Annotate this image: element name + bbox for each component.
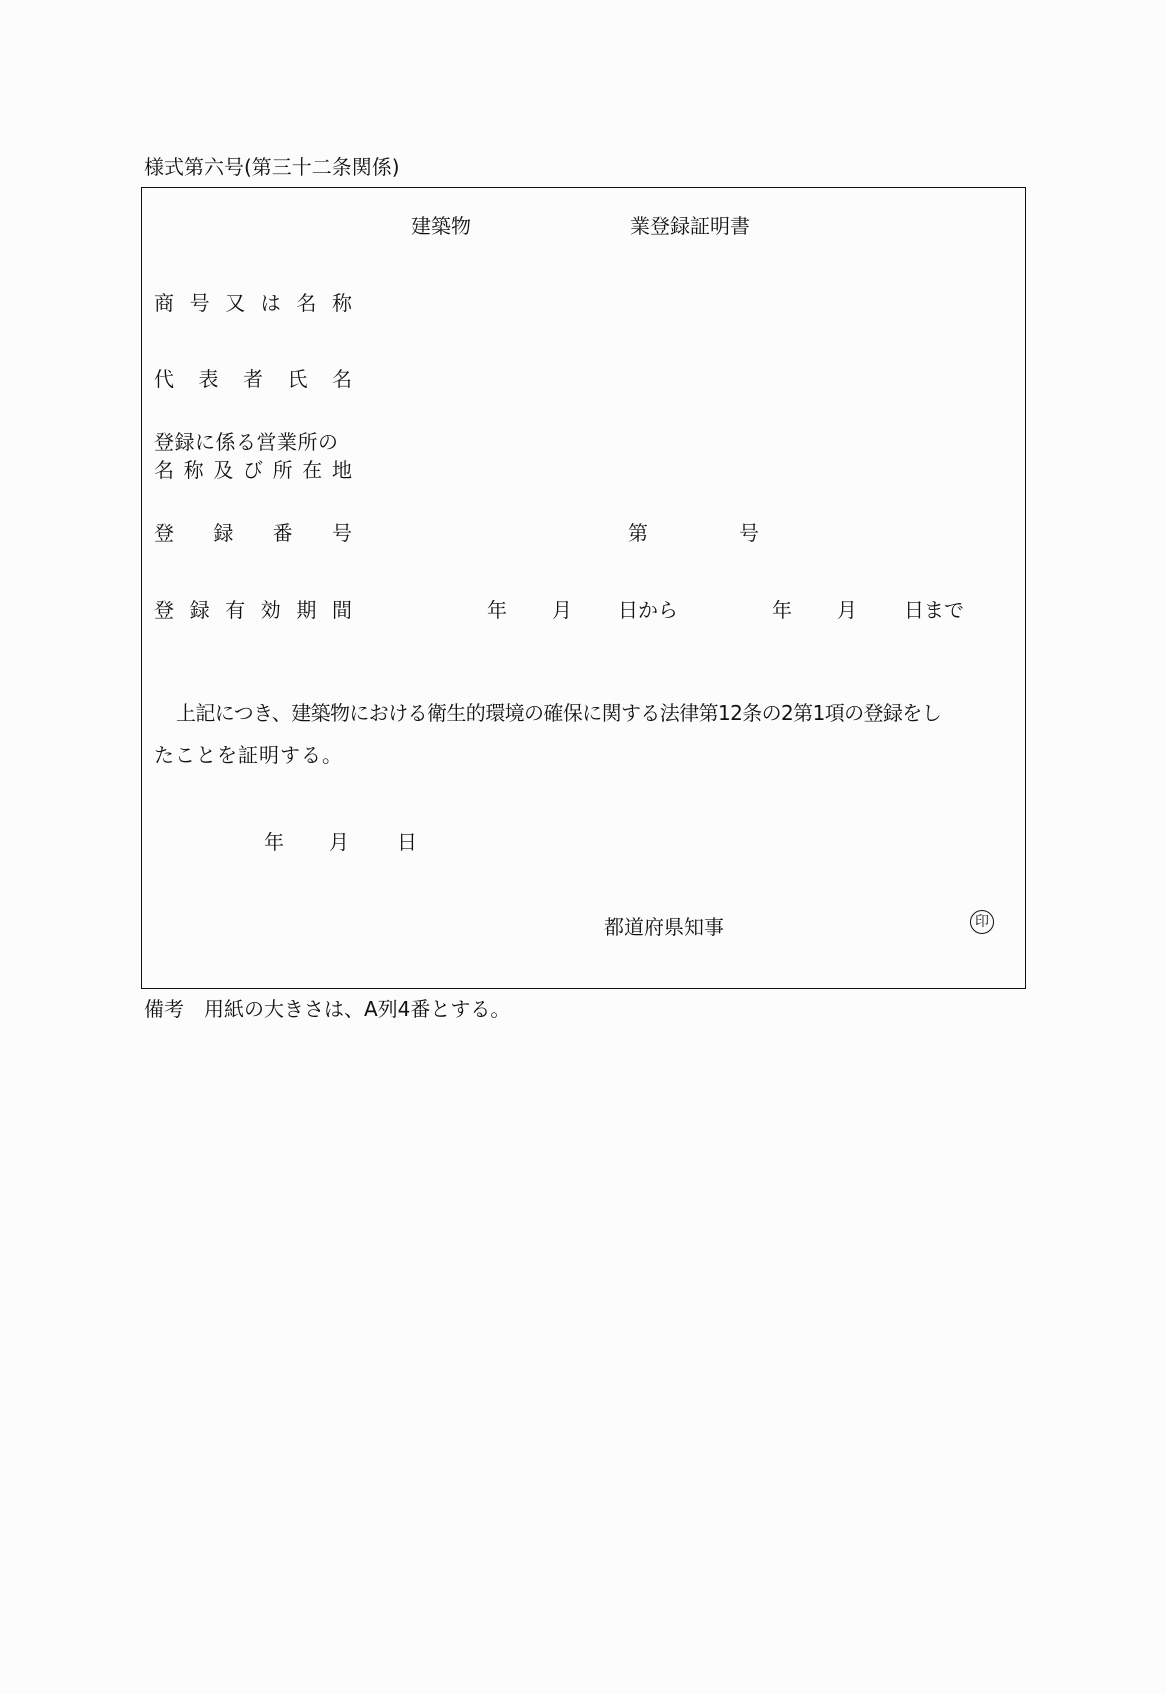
field-label-office-line2: 名 称 及 び 所 在 地 bbox=[154, 458, 352, 482]
validity-to-year: 年 bbox=[772, 598, 792, 622]
validity-to-day: 日まで bbox=[904, 598, 964, 622]
issue-date-year: 年 bbox=[264, 830, 284, 854]
field-label-office-line1: 登録に係る営業所の bbox=[154, 430, 339, 454]
issue-date-day: 日 bbox=[397, 830, 417, 854]
validity-from-month: 月 bbox=[552, 598, 572, 622]
certification-statement-line1: 上記につき、建築物における衛生的環境の確保に関する法律第12条の2第1項の登録をし bbox=[176, 701, 942, 725]
form-number-label: 様式第六号(第三十二条関係) bbox=[144, 155, 400, 179]
certificate-title-left: 建築物 bbox=[411, 214, 471, 238]
certification-statement-line2: たことを証明する。 bbox=[154, 743, 343, 767]
remarks-note: 備考 用紙の大きさは、A列4番とする。 bbox=[144, 997, 511, 1021]
field-label-registration-number: 登 録 番 号 bbox=[154, 521, 352, 545]
validity-from-year: 年 bbox=[487, 598, 507, 622]
field-label-validity-period: 登 録 有 効 期 間 bbox=[154, 598, 352, 622]
issue-date-month: 月 bbox=[329, 830, 349, 854]
issuer-governor: 都道府県知事 bbox=[604, 915, 724, 939]
seal-stamp-icon: 印 bbox=[970, 910, 994, 934]
field-label-representative: 代 表 者 氏 名 bbox=[154, 367, 352, 391]
validity-from-day: 日から bbox=[618, 598, 678, 622]
registration-number-suffix: 号 bbox=[739, 521, 759, 545]
certificate-title-right: 業登録証明書 bbox=[630, 214, 750, 238]
field-label-trade-name: 商 号 又 は 名 称 bbox=[154, 291, 352, 315]
registration-number-prefix: 第 bbox=[628, 521, 648, 545]
validity-to-month: 月 bbox=[837, 598, 857, 622]
